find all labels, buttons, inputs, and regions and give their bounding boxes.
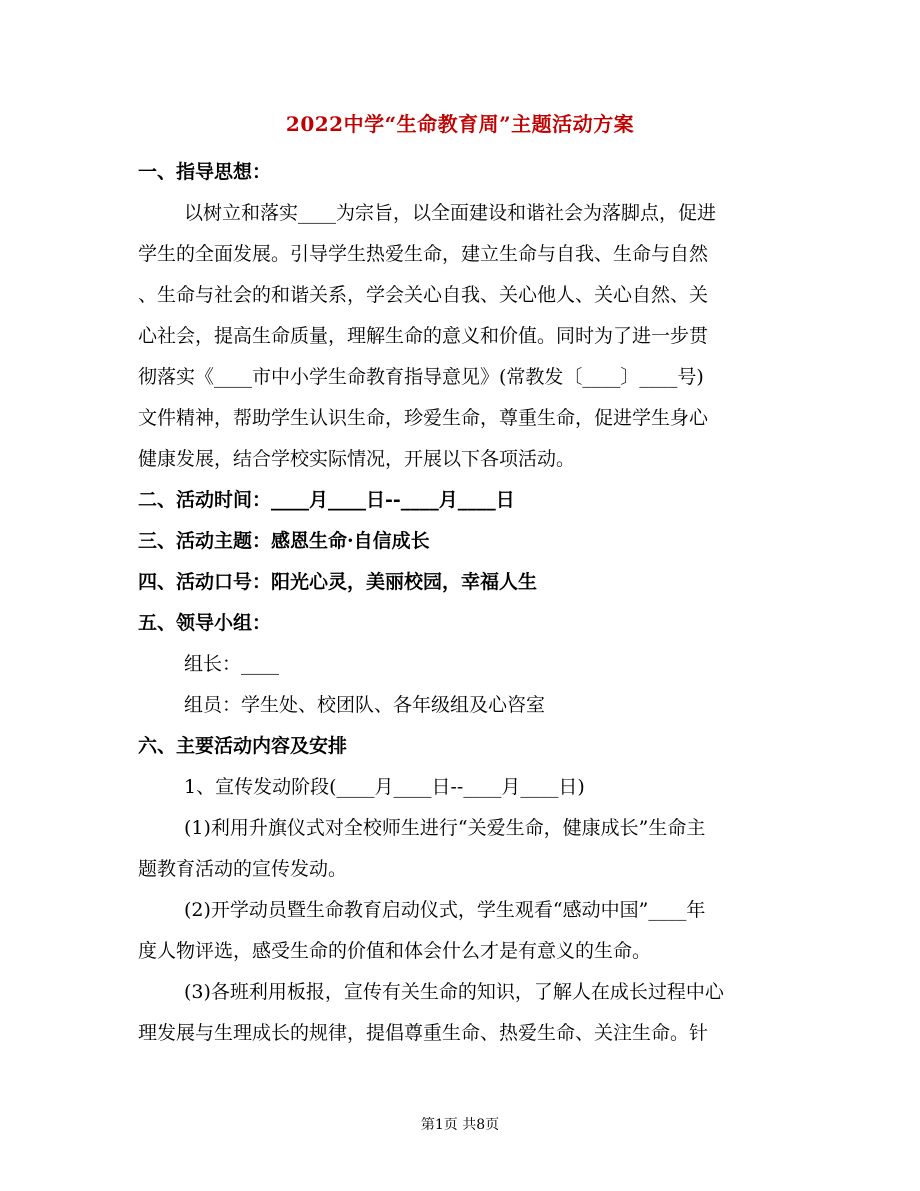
group-members-line: 组员：学生处、校团队、各年级组及心咨室: [184, 694, 546, 716]
section-heading-guiding-thought: 一、指导思想：: [138, 161, 272, 183]
section-heading-leadership-group: 五、领导小组：: [138, 612, 272, 634]
paragraph-line: 健康发展，结合学校实际情况，开展以下各项活动。: [138, 448, 576, 470]
section-heading-activity-theme: 三、活动主题：感恩生命·自信成长: [138, 530, 430, 552]
list-item-line: (2)开学动员暨生命教育启动仪式，学生观看“感动中国”____年: [184, 899, 706, 921]
list-item-line: 度人物评选，感受生命的价值和体会什么才是有意义的生命。: [138, 940, 652, 962]
section-heading-activity-time: 二、活动时间：____月____日--____月____日: [138, 489, 515, 511]
list-item-line: 题教育活动的宣传发动。: [138, 858, 348, 880]
section-heading-main-activities: 六、主要活动内容及安排: [138, 735, 348, 757]
paragraph-line: 心社会，提高生命质量，理解生命的意义和价值。同时为了进一步贯: [138, 325, 709, 347]
section-heading-activity-slogan: 四、活动口号：阳光心灵，美丽校园，幸福人生: [138, 571, 538, 593]
document-body: [138, 152, 788, 1054]
list-item-line: (1)利用升旗仪式对全校师生进行“关爱生命，健康成长”生命主: [184, 817, 706, 839]
paragraph-line: 、生命与社会的和谐关系，学会关心自我、关心他人、关心自然、关: [138, 284, 709, 306]
stage-heading-publicity: 1、宣传发动阶段(____月____日--____月____日): [184, 776, 585, 798]
paragraph-line: 以树立和落实____为宗旨，以全面建设和谐社会为落脚点，促进: [184, 202, 717, 224]
paragraph-line: 学生的全面发展。引导学生热爱生命，建立生命与自我、生命与自然: [138, 243, 709, 265]
list-item-line: 理发展与生理成长的规律，提倡尊重生命、热爱生命、关注生命。针: [138, 1022, 709, 1044]
paragraph-line: 彻落实《____市中小学生命教育指导意见》(常教发〔____〕____号): [138, 366, 704, 388]
group-leader-line: 组长：____: [184, 653, 280, 675]
list-item-line: (3)各班利用板报，宣传有关生命的知识，了解人在成长过程中心: [184, 981, 724, 1003]
document-title: 2022中学“生命教育周”主题活动方案: [285, 112, 635, 136]
page-number-footer: 第1页 共8页: [420, 1117, 500, 1133]
paragraph-line: 文件精神，帮助学生认识生命，珍爱生命，尊重生命，促进学生身心: [138, 407, 709, 429]
